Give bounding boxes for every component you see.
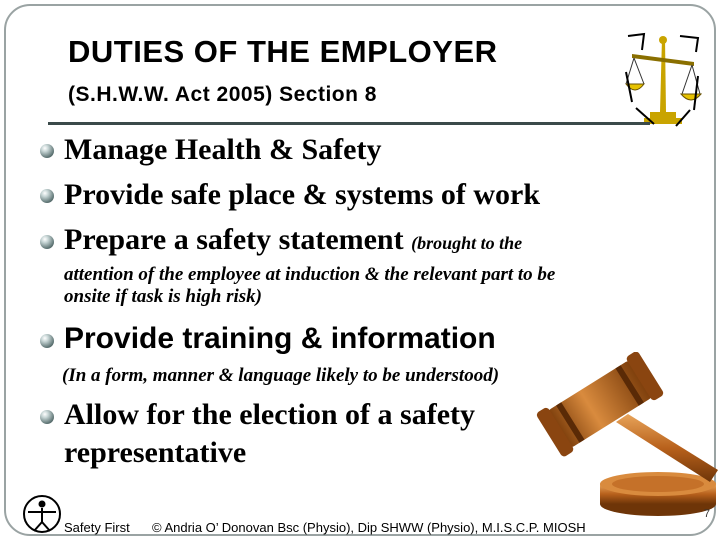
footer-credit: © Andria O’ Donovan Bsc (Physio), Dip SHWW (Physio), M.I.S.C.P. MIOSH	[152, 520, 586, 535]
list-item: Provide safe place & systems of work	[64, 178, 541, 211]
list-item-continued: representative	[64, 436, 247, 469]
list-item: Manage Health & Safety	[64, 133, 382, 166]
scales-of-justice-icon	[624, 32, 702, 128]
footer-label: Safety First	[64, 520, 130, 535]
slide-subtitle: (S.H.W.W. Act 2005) Section 8	[68, 83, 377, 106]
title-divider	[48, 122, 650, 125]
item-note: (In a form, manner & language likely to be understood)	[62, 365, 500, 386]
slide-title: DUTIES OF THE EMPLOYER	[68, 34, 498, 69]
bullet-icon	[40, 235, 54, 249]
list-item	[64, 223, 522, 257]
bullet-icon	[40, 189, 54, 203]
item-note: onsite if task is high risk)	[64, 286, 262, 307]
bullet-icon	[40, 144, 54, 158]
page-number: 7	[703, 508, 710, 520]
list-item: Provide training & information	[64, 322, 496, 355]
list-item-text: Prepare a safety statement	[64, 223, 404, 256]
list-item-inline-note: (brought to the	[411, 233, 523, 253]
item-note: attention of the employee at induction & the relevant part to be	[64, 264, 556, 285]
vitruvian-man-logo	[22, 494, 62, 534]
bullet-icon	[40, 334, 54, 348]
bullet-icon	[40, 410, 54, 424]
gavel-icon	[530, 352, 720, 520]
list-item: Allow for the election of a safety	[64, 398, 476, 431]
